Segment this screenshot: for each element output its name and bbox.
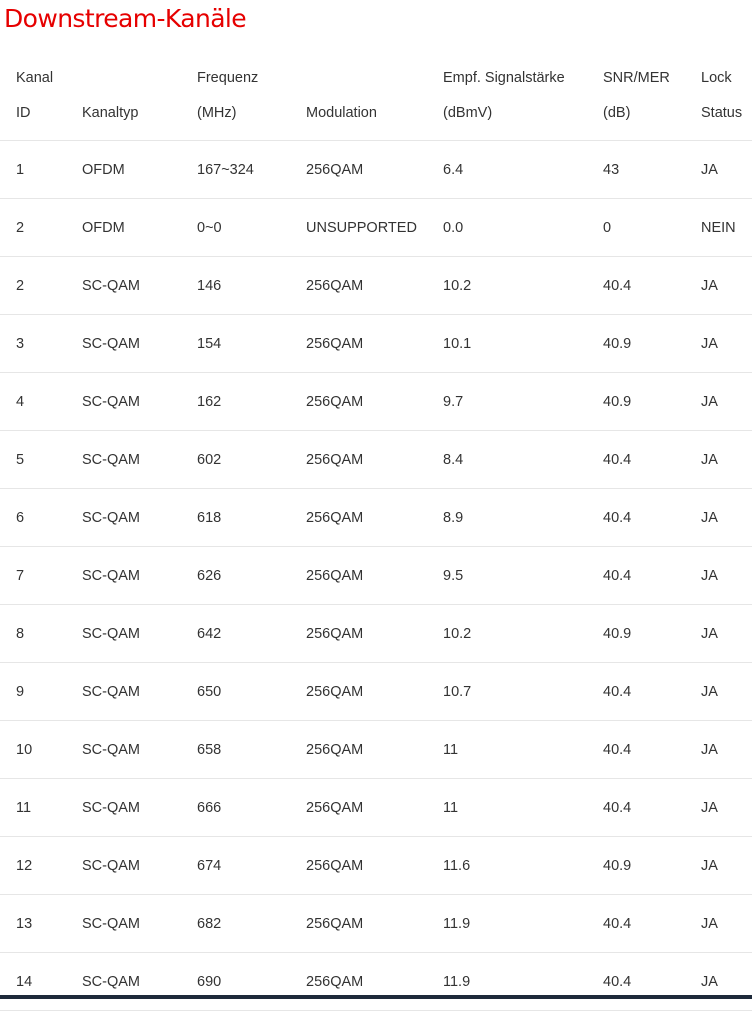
cell-snr-mer: 40.4 — [603, 779, 701, 837]
header-line-1: Kanal — [16, 70, 54, 86]
cell-lock-status: JA — [701, 257, 752, 315]
cell-snr-mer: 40.9 — [603, 315, 701, 373]
cell-kanal-id: 3 — [0, 315, 82, 373]
cell-modulation: 256QAM — [306, 431, 443, 489]
cell-snr-mer: 40.4 — [603, 547, 701, 605]
cell-kanal-id: 12 — [0, 837, 82, 895]
cell-kanal-id: 5 — [0, 431, 82, 489]
downstream-channels-table — [0, 52, 752, 1011]
table-row — [0, 547, 752, 605]
cell-frequenz: 167~324 — [197, 141, 306, 199]
cell-frequenz: 674 — [197, 837, 306, 895]
header-line-1: SNR/MER — [603, 70, 670, 86]
cell-frequenz: 626 — [197, 547, 306, 605]
cell-lock-status: JA — [701, 373, 752, 431]
cell-kanaltyp: SC-QAM — [82, 895, 197, 953]
header-line-2: (dB) — [603, 105, 631, 121]
cell-kanal-id: 4 — [0, 373, 82, 431]
cell-lock-status: JA — [701, 721, 752, 779]
cell-signalstaerke: 0.0 — [443, 199, 603, 257]
table-body — [0, 141, 752, 1011]
cell-frequenz: 650 — [197, 663, 306, 721]
cell-frequenz: 162 — [197, 373, 306, 431]
cell-kanal-id: 13 — [0, 895, 82, 953]
header-line-1: Frequenz — [197, 70, 259, 86]
table-row — [0, 257, 752, 315]
cell-modulation: 256QAM — [306, 141, 443, 199]
table-row — [0, 779, 752, 837]
cell-lock-status: JA — [701, 547, 752, 605]
cell-kanal-id: 2 — [0, 257, 82, 315]
cell-signalstaerke: 10.2 — [443, 257, 603, 315]
table-row — [0, 141, 752, 199]
cell-kanal-id: 7 — [0, 547, 82, 605]
cell-kanaltyp: SC-QAM — [82, 373, 197, 431]
cell-frequenz: 642 — [197, 605, 306, 663]
cell-kanaltyp: SC-QAM — [82, 721, 197, 779]
table-row — [0, 953, 752, 1011]
header-signalstaerke — [443, 52, 603, 141]
cell-kanaltyp: SC-QAM — [82, 431, 197, 489]
cell-kanaltyp: SC-QAM — [82, 489, 197, 547]
table-row — [0, 663, 752, 721]
cell-kanaltyp: SC-QAM — [82, 547, 197, 605]
header-line-1: Lock — [701, 70, 732, 86]
cell-kanal-id: 11 — [0, 779, 82, 837]
table-row — [0, 605, 752, 663]
cell-signalstaerke: 9.7 — [443, 373, 603, 431]
cell-signalstaerke: 9.5 — [443, 547, 603, 605]
header-line-2: ID — [16, 105, 31, 121]
cell-modulation: 256QAM — [306, 663, 443, 721]
cell-modulation: 256QAM — [306, 257, 443, 315]
cell-lock-status: JA — [701, 895, 752, 953]
cell-kanaltyp: SC-QAM — [82, 605, 197, 663]
cell-kanal-id: 8 — [0, 605, 82, 663]
header-line-2: Modulation — [306, 105, 377, 121]
header-line-2: Kanaltyp — [82, 105, 139, 121]
cell-modulation: 256QAM — [306, 779, 443, 837]
cell-modulation: 256QAM — [306, 315, 443, 373]
cell-signalstaerke: 10.2 — [443, 605, 603, 663]
cell-snr-mer: 40.9 — [603, 373, 701, 431]
cell-signalstaerke: 11 — [443, 779, 603, 837]
header-line-1 — [306, 61, 443, 96]
cell-snr-mer: 40.4 — [603, 895, 701, 953]
cell-modulation: 256QAM — [306, 547, 443, 605]
cell-lock-status: JA — [701, 953, 752, 1011]
cell-snr-mer: 0 — [603, 199, 701, 257]
cell-kanal-id: 6 — [0, 489, 82, 547]
cell-modulation: 256QAM — [306, 489, 443, 547]
cell-modulation: 256QAM — [306, 837, 443, 895]
cell-snr-mer: 40.4 — [603, 431, 701, 489]
cell-modulation: 256QAM — [306, 373, 443, 431]
bottom-edge-bar — [0, 995, 752, 999]
header-modulation — [306, 52, 443, 141]
cell-lock-status: JA — [701, 663, 752, 721]
table-row — [0, 373, 752, 431]
cell-snr-mer: 40.9 — [603, 605, 701, 663]
cell-lock-status: NEIN — [701, 199, 752, 257]
cell-kanaltyp: SC-QAM — [82, 315, 197, 373]
cell-kanaltyp: OFDM — [82, 141, 197, 199]
cell-kanaltyp: SC-QAM — [82, 779, 197, 837]
cell-snr-mer: 40.4 — [603, 489, 701, 547]
cell-snr-mer: 40.4 — [603, 953, 701, 1011]
cell-frequenz: 690 — [197, 953, 306, 1011]
cell-kanal-id: 9 — [0, 663, 82, 721]
cell-lock-status: JA — [701, 605, 752, 663]
cell-signalstaerke: 10.1 — [443, 315, 603, 373]
cell-snr-mer: 40.9 — [603, 837, 701, 895]
table-row — [0, 199, 752, 257]
table-row — [0, 489, 752, 547]
cell-lock-status: JA — [701, 431, 752, 489]
cell-lock-status: JA — [701, 489, 752, 547]
cell-snr-mer: 43 — [603, 141, 701, 199]
table-row — [0, 431, 752, 489]
cell-kanaltyp: SC-QAM — [82, 953, 197, 1011]
cell-signalstaerke: 6.4 — [443, 141, 603, 199]
table-row — [0, 837, 752, 895]
cell-kanaltyp: SC-QAM — [82, 837, 197, 895]
header-frequenz — [197, 52, 306, 141]
cell-signalstaerke: 8.9 — [443, 489, 603, 547]
header-kanaltyp — [82, 52, 197, 141]
table-row — [0, 895, 752, 953]
cell-modulation: 256QAM — [306, 605, 443, 663]
cell-frequenz: 658 — [197, 721, 306, 779]
cell-signalstaerke: 11.9 — [443, 895, 603, 953]
cell-lock-status: JA — [701, 779, 752, 837]
cell-frequenz: 146 — [197, 257, 306, 315]
cell-frequenz: 0~0 — [197, 199, 306, 257]
cell-signalstaerke: 8.4 — [443, 431, 603, 489]
cell-snr-mer: 40.4 — [603, 663, 701, 721]
table-header-row — [0, 52, 752, 141]
header-line-2: Status — [701, 105, 743, 121]
cell-signalstaerke: 11.9 — [443, 953, 603, 1011]
header-line-2: (MHz) — [197, 105, 237, 121]
header-line-1: Empf. Signalstärke — [443, 70, 565, 86]
cell-kanaltyp: SC-QAM — [82, 257, 197, 315]
cell-signalstaerke: 10.7 — [443, 663, 603, 721]
header-line-1 — [82, 61, 197, 96]
cell-snr-mer: 40.4 — [603, 721, 701, 779]
cell-kanaltyp: OFDM — [82, 199, 197, 257]
cell-kanal-id: 10 — [0, 721, 82, 779]
cell-modulation: UNSUPPORTED — [306, 199, 443, 257]
cell-kanal-id: 1 — [0, 141, 82, 199]
cell-snr-mer: 40.4 — [603, 257, 701, 315]
header-lock-status — [701, 52, 752, 141]
cell-frequenz: 682 — [197, 895, 306, 953]
cell-frequenz: 666 — [197, 779, 306, 837]
cell-signalstaerke: 11.6 — [443, 837, 603, 895]
page-title: Downstream-Kanäle — [4, 4, 247, 33]
cell-kanal-id: 2 — [0, 199, 82, 257]
cell-frequenz: 602 — [197, 431, 306, 489]
cell-lock-status: JA — [701, 141, 752, 199]
cell-signalstaerke: 11 — [443, 721, 603, 779]
table-row — [0, 315, 752, 373]
header-kanal-id — [0, 52, 82, 141]
header-snr-mer — [603, 52, 701, 141]
cell-frequenz: 618 — [197, 489, 306, 547]
table-row — [0, 721, 752, 779]
cell-lock-status: JA — [701, 315, 752, 373]
header-line-2: (dBmV) — [443, 105, 493, 121]
cell-kanaltyp: SC-QAM — [82, 663, 197, 721]
cell-kanal-id: 14 — [0, 953, 82, 1011]
cell-modulation: 256QAM — [306, 953, 443, 1011]
cell-frequenz: 154 — [197, 315, 306, 373]
cell-modulation: 256QAM — [306, 721, 443, 779]
cell-lock-status: JA — [701, 837, 752, 895]
cell-modulation: 256QAM — [306, 895, 443, 953]
